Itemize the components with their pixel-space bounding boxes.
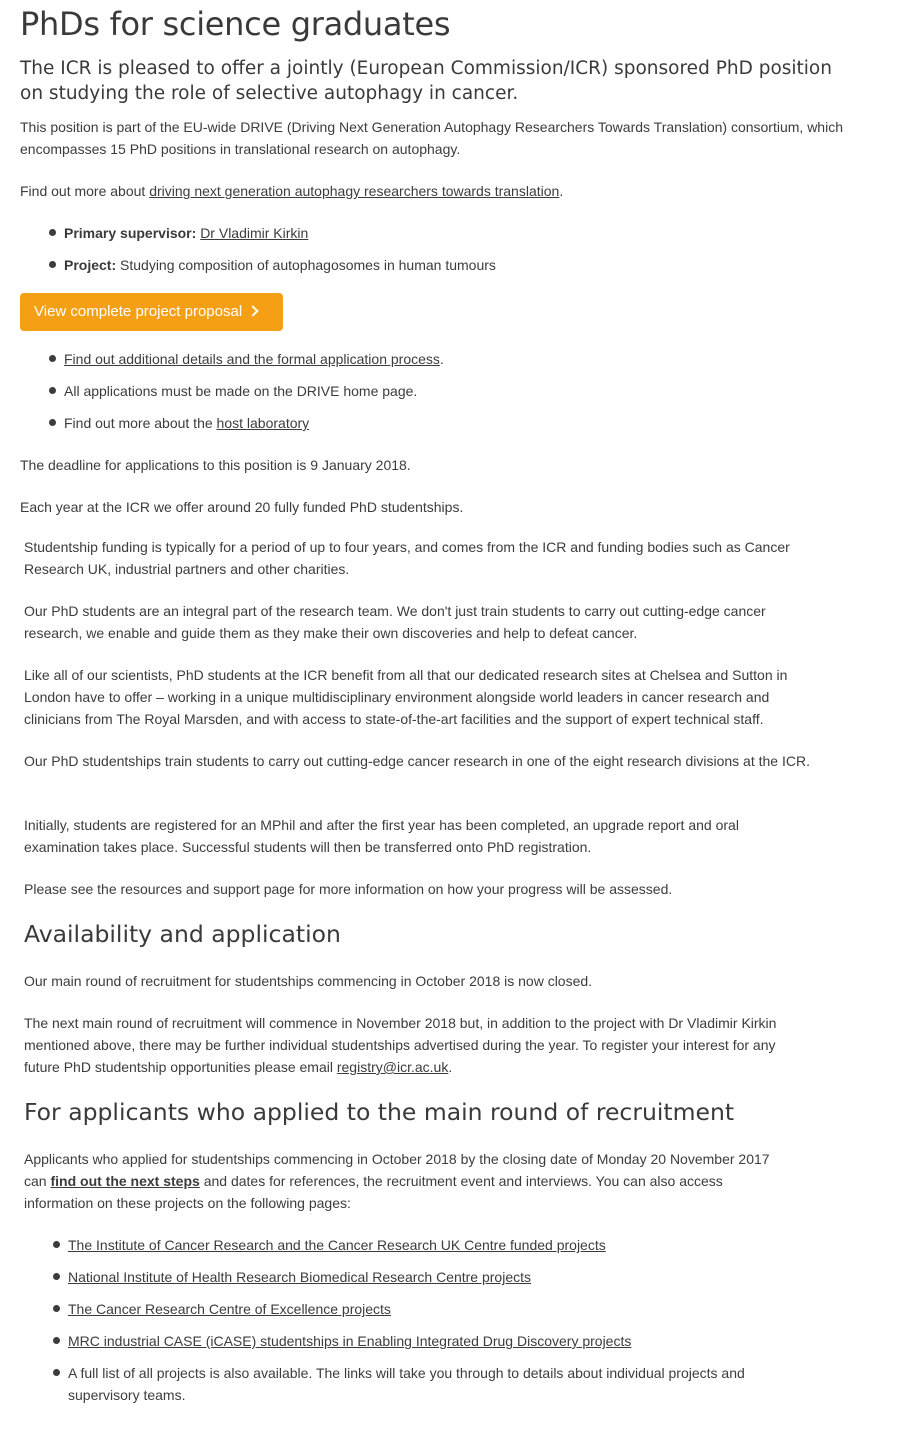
page-title: PhDs for science graduates — [20, 5, 451, 43]
project-label: Project: — [64, 257, 117, 273]
supervisor-label: Primary supervisor: — [64, 225, 197, 241]
list-item — [53, 1266, 773, 1298]
body-paragraph: Studentship funding is typically for a period of up to four years, and comes from the ICR and funding bodies such as Cancer Research UK, industrial partners and other charities. — [24, 539, 790, 577]
recruitment-paragraph — [24, 1012, 814, 1078]
application-links-list — [49, 348, 849, 444]
deadline-text: The deadline for applications to this position is 9 January 2018. — [20, 457, 411, 473]
application-process-link[interactable]: Find out additional details and the formal application process — [64, 351, 440, 367]
drive-link[interactable]: driving next generation autophagy researchers towards translation — [149, 183, 560, 199]
applicants-text: Applicants who applied for studentships commencing in October 2018 by the closing date of Monday 20 November 2017 can — [24, 1151, 770, 1189]
project-text: Studying composition of autophagosomes in human tumours — [116, 257, 496, 273]
supervisor-link[interactable]: Dr Vladimir Kirkin — [200, 225, 309, 241]
applicants-heading: For applicants who applied to the main round of recruitment — [24, 1098, 735, 1126]
next-steps-link[interactable]: find out the next steps — [50, 1173, 200, 1189]
list-item — [53, 1298, 773, 1330]
cta-label: View complete project proposal — [34, 303, 243, 320]
project-pages-list — [53, 1234, 773, 1406]
body-paragraph: Our PhD studentships train students to carry out cutting-edge cancer research in one of the eight research divisions at the ICR. — [24, 753, 810, 769]
recruitment-text: The next main round of recruitment will commence in November 2018 but, in addition to the project with Dr Vladimir Kirkin mentioned above, there may be further individual studentships advertised during the year. To register your interest for any future PhD studentship opportunities please email — [24, 1015, 777, 1075]
availability-paragraph: Our main round of recruitment for studentships commencing in October 2018 is now closed. — [24, 973, 593, 989]
list-item — [49, 412, 849, 444]
body-paragraph: Please see the resources and support page for more information on how your progress will be assessed. — [24, 881, 673, 897]
lead-paragraph: The ICR is pleased to offer a jointly (European Commission/ICR) sponsored PhD position on studying the role of selective autophagy in cancer. — [20, 58, 832, 104]
crc-excellence-projects-link[interactable]: The Cancer Research Centre of Excellence projects — [68, 1301, 391, 1317]
view-project-proposal-button[interactable] — [20, 293, 283, 331]
find-more-suffix: . — [559, 183, 564, 199]
project-details-list — [49, 222, 849, 286]
intro-paragraph: This position is part of the EU-wide DRIVE (Driving Next Generation Autophagy Researchers Towards Translation) consortium, which encompasses 15 PhD positions in translational research on autophagy. — [20, 119, 843, 157]
nihr-brc-projects-link[interactable]: National Institute of Health Research Biomedical Research Centre projects — [68, 1269, 532, 1285]
applicants-suffix: and dates for references, the recruitment event and interviews. You can also access information on these projects on the following pages: — [24, 1173, 723, 1211]
find-more-paragraph — [20, 180, 870, 202]
host-lab-prefix: Find out more about the — [64, 415, 217, 431]
body-paragraph: Like all of our scientists, PhD students at the ICR benefit from all that our dedicated research sites at Chelsea and Sutton in London have to offer – working in a unique multidisciplinary environment alongside world leaders in cancer research and clinicians from The Royal Marsden, and with access to state-of-the-art facilities and the support of expert technical staff. — [24, 667, 788, 727]
icr-cruk-projects-link[interactable]: The Institute of Cancer Research and the Cancer Research UK Centre funded projects — [68, 1237, 606, 1253]
list-item — [49, 254, 849, 286]
list-item — [49, 348, 849, 380]
chevron-right-icon — [248, 305, 259, 316]
registry-email-link[interactable]: registry@icr.ac.uk — [336, 1059, 449, 1075]
list-item — [53, 1330, 773, 1362]
each-year-text: Each year at the ICR we offer around 20 fully funded PhD studentships. — [20, 499, 464, 515]
recruitment-suffix: . — [448, 1059, 453, 1075]
body-paragraph: Our PhD students are an integral part of the research team. We don't just train students to carry out cutting-edge cancer research, we enable and guide them as they make their own discoveries and help to defeat cancer. — [24, 603, 766, 641]
applicants-paragraph — [24, 1148, 784, 1214]
availability-heading: Availability and application — [24, 920, 341, 948]
body-paragraph: Initially, students are registered for an MPhil and after the first year has been completed, an upgrade report and oral examination takes place. Successful students will then be transferred onto PhD registration. — [24, 817, 739, 855]
host-laboratory-link[interactable]: host laboratory — [216, 415, 310, 431]
mrc-icase-projects-link[interactable]: MRC industrial CASE (iCASE) studentships in Enabling Integrated Drug Discovery projects — [68, 1333, 632, 1349]
list-item: All applications must be made on the DRIVE home page. — [49, 380, 849, 412]
list-item: A full list of all projects is also available. The links will take you through to details about individual projects and supervisory teams. — [53, 1362, 773, 1406]
list-item — [49, 222, 849, 254]
find-more-prefix: Find out more about — [20, 183, 150, 199]
list-item-suffix: . — [439, 351, 444, 367]
list-item — [53, 1234, 773, 1266]
